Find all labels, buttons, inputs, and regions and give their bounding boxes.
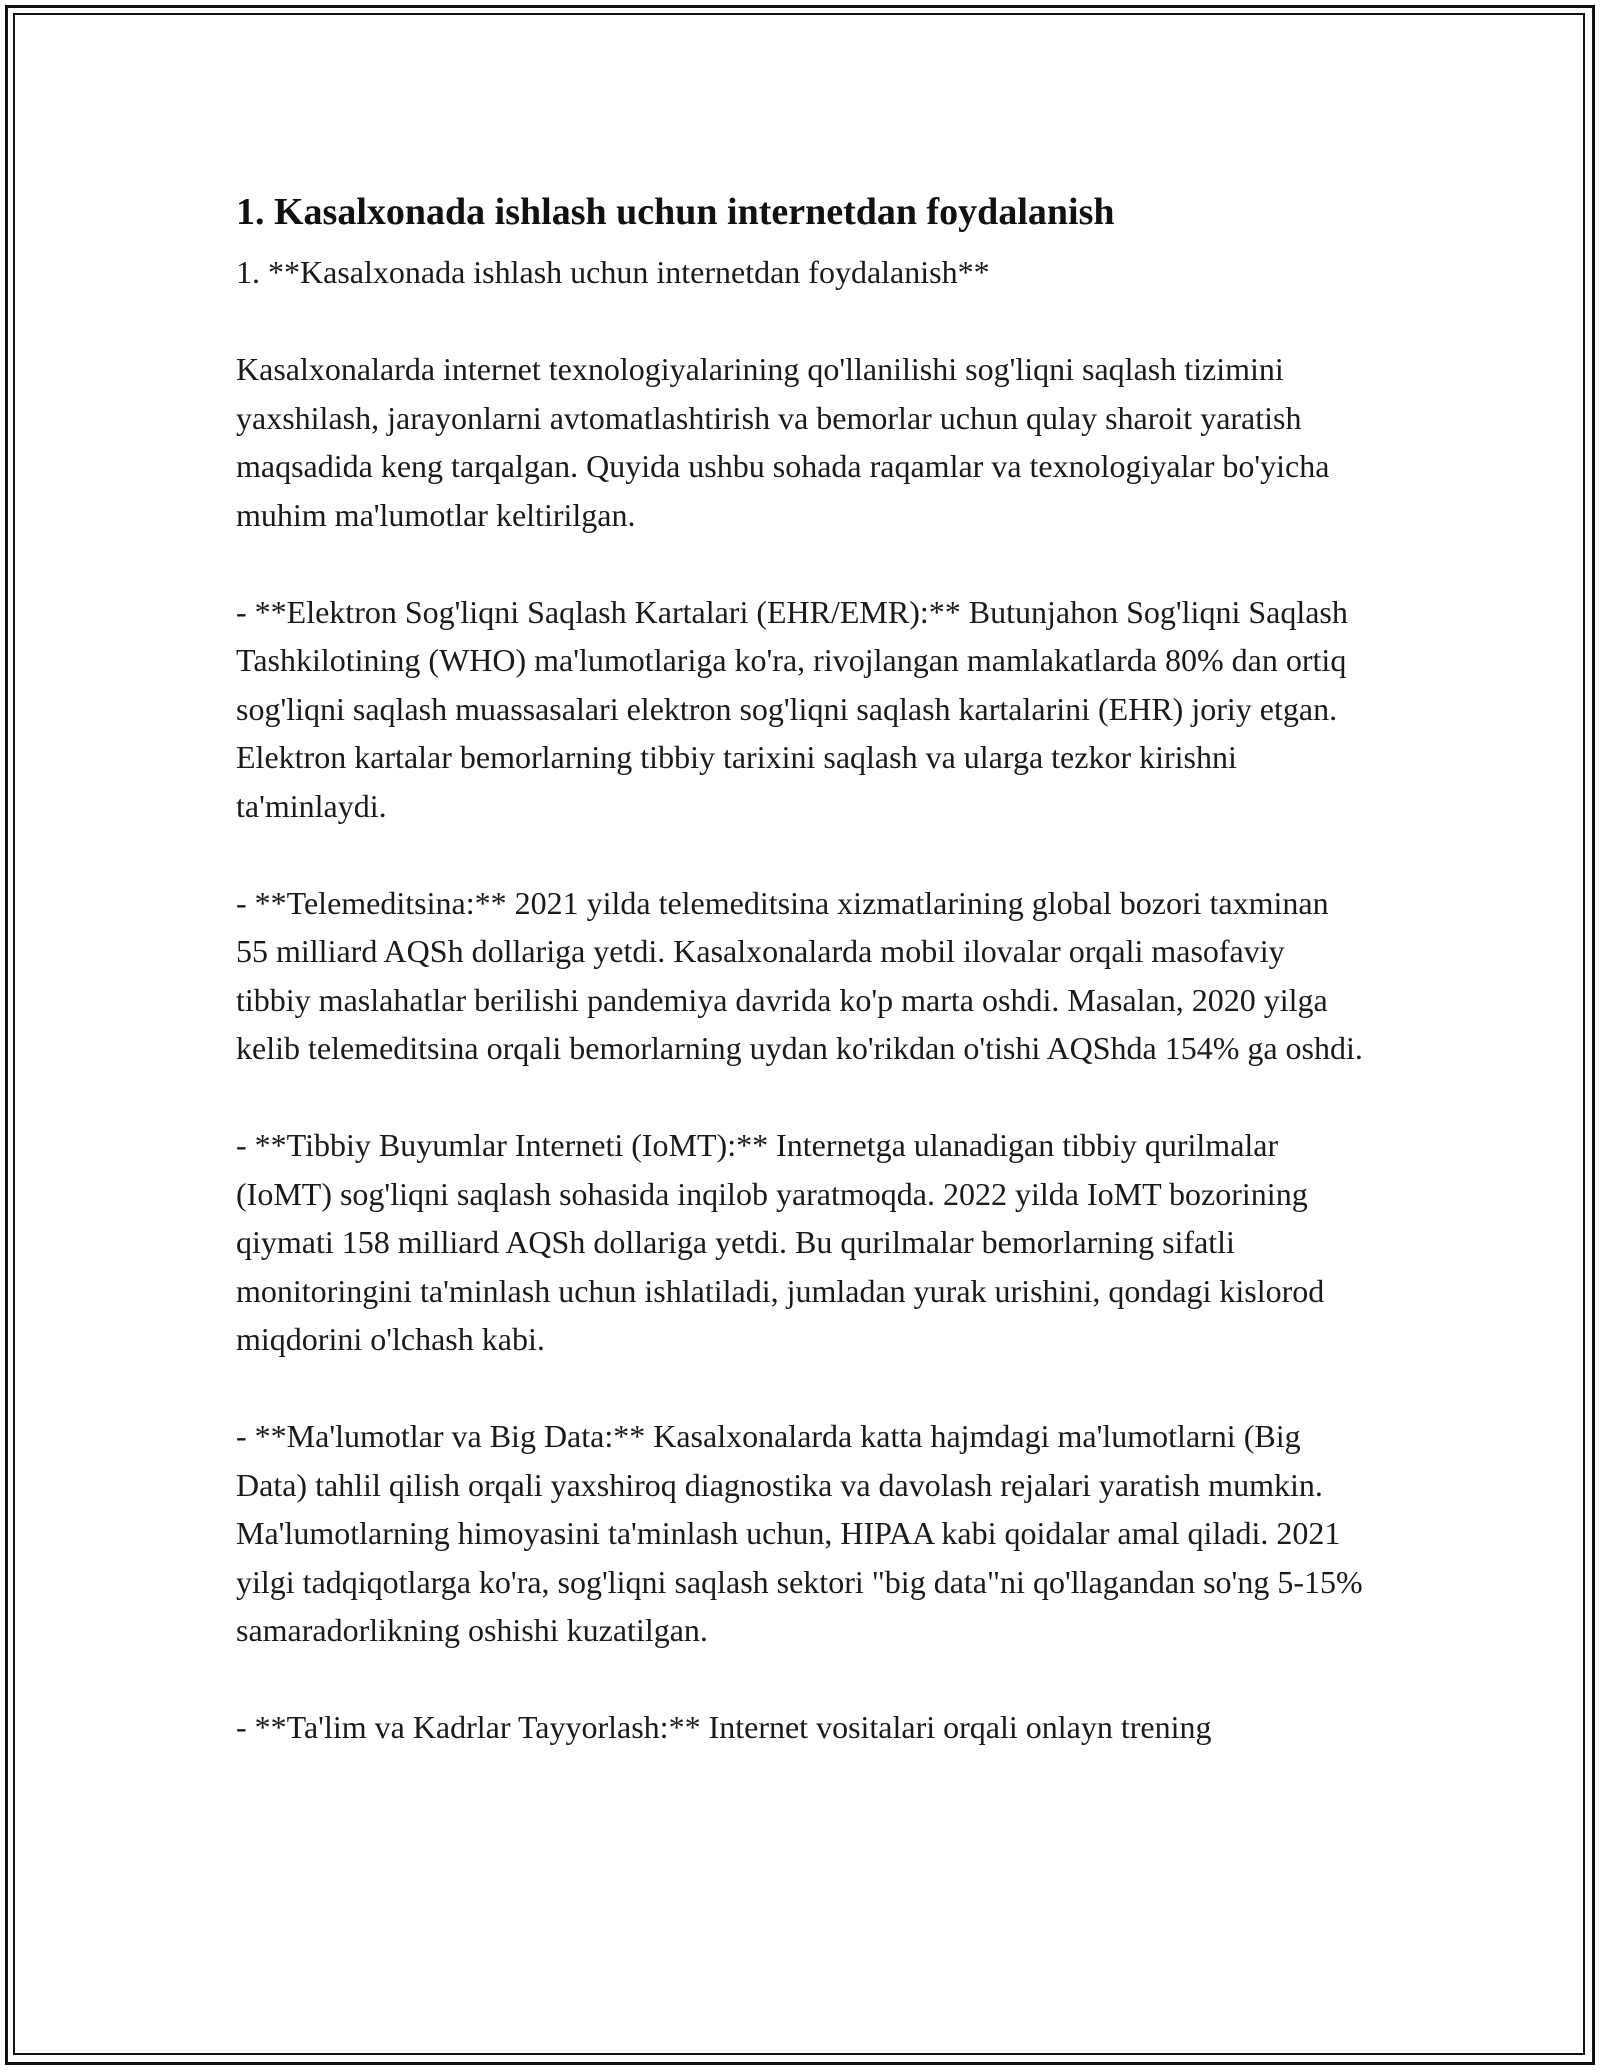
paragraph-ehr: - **Elektron Sog'liqni Saqlash Kartalari (EHR/EMR):** Butunjahon Sog'liqni Saqlash Tashkilotining (WHO) ma'lumotlariga ko'ra, rivojlangan mamlakatlarda 80% dan ortiq sog'liqni saqlash muassasalari elektron sog'liqni saqlash kartalarini (EHR) joriy etgan. Elektron kartalar bemorlarning tibbiy tarixini saqlash va ularga tezkor kirishni ta'minlaydi. [236, 593, 1348, 824]
paragraph-big-data: - **Ma'lumotlar va Big Data:** Kasalxonalarda katta hajmdagi ma'lumotlarni (Big Data) tahlil qilish orqali yaxshiroq diagnostika va davolash rejalari yaratish mumkin. Ma'lumotlarning himoyasini ta'minlash uchun, HIPAA kabi qoidalar amal qiladi. 2021 yilgi tadqiqotlarga ko'ra, sog'liqni saqlash sektori "big data"ni qo'llagandan so'ng 5-15% samaradorlikning oshishi kuzatilgan. [236, 1418, 1363, 1648]
document-body [236, 186, 1366, 1800]
document-title: 1. Kasalxonada ishlash uchun internetdan foydalanish [236, 191, 1115, 233]
paragraph-training: - **Ta'lim va Kadrlar Tayyorlash:** Internet vositalari orqali onlayn trening [236, 1709, 1212, 1745]
paragraph-iomt: - **Tibbiy Buyumlar Interneti (IoMT):** Internetga ulanadigan tibbiy qurilmalar (IoMT) sog'liqni saqlash sohasida inqilob yaratmoqda. 2022 yilda IoMT bozorining qiymati 158 milliard AQSh dollariga yetdi. Bu qurilmalar bemorlarning sifatli monitoringini ta'minlash uchun ishlatiladi, jumladan yurak urishini, qondagi kislorod miqdorini o'lchash kabi. [236, 1127, 1325, 1357]
paragraph-heading-repeat: 1. **Kasalxonada ishlash uchun internetdan foydalanish** [236, 254, 990, 290]
paragraph-telemedicine: - **Telemeditsina:** 2021 yilda telemeditsina xizmatlarining global bozori taxminan 55 milliard AQSh dollariga yetdi. Kasalxonalarda mobil ilovalar orqali masofaviy tibbiy maslahatlar berilishi pandemiya davrida ko'p marta oshdi. Masalan, 2020 yilga kelib telemeditsina orqali bemorlarning uydan ko'rikdan o'tishi AQShda 154% ga oshdi. [236, 884, 1363, 1066]
paragraph-intro: Kasalxonalarda internet texnologiyalarining qo'llanilishi sog'liqni saqlash tizimini yaxshilash, jarayonlarni avtomatlashtirish va bemorlar uchun qulay sharoit yaratish maqsadida keng tarqalgan. Quyida ushbu sohada raqamlar va texnologiyalar bo'yicha muhim ma'lumotlar keltirilgan. [236, 351, 1330, 533]
